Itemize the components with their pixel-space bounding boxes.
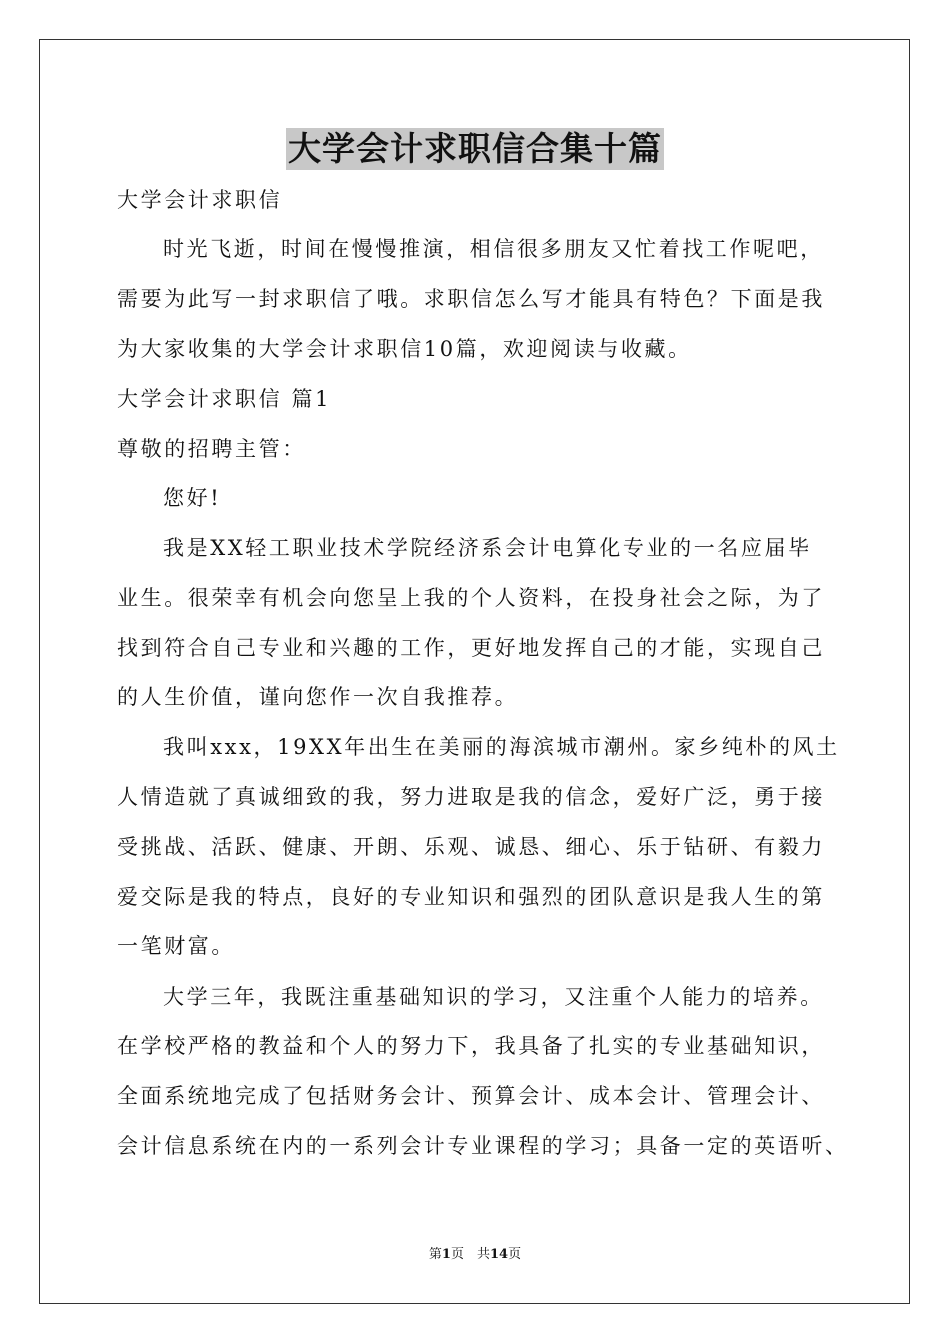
document-title: 大学会计求职信合集十篇 [288, 129, 662, 168]
paragraph-line: 一笔财富。 [117, 934, 235, 958]
title-wrap [0, 128, 950, 170]
page-border [39, 39, 910, 1304]
paragraph-line: 受挑战、活跃、健康、开朗、乐观、诚恳、细心、乐于钻研、有毅力 [117, 835, 825, 859]
paragraph-line: 会计信息系统在内的一系列会计专业课程的学习；具备一定的英语听、 [117, 1134, 849, 1158]
paragraph-line: 业生。很荣幸有机会向您呈上我的个人资料，在投身社会之际，为了 [117, 586, 825, 610]
page-current-number: 1 [441, 1247, 451, 1262]
paragraph-line: 的人生价值，谨向您作一次自我推荐。 [117, 685, 519, 709]
paragraph-line: 找到符合自己专业和兴趣的工作，更好地发挥自己的才能，实现自己 [117, 636, 825, 660]
salutation-line: 尊敬的招聘主管： [117, 437, 306, 461]
paragraph-line: 大学三年，我既注重基础知识的学习，又注重个人能力的培养。 [163, 985, 824, 1009]
subtitle-line: 大学会计求职信 [117, 188, 283, 212]
paragraph-line: 爱交际是我的特点，良好的专业知识和强烈的团队意识是我人生的第 [117, 885, 825, 909]
page-total-number: 14 [489, 1247, 509, 1262]
page-mid: 页 共 [450, 1247, 490, 1262]
page-prefix: 第 [428, 1247, 442, 1262]
page-footer [0, 1246, 950, 1264]
paragraph-line: 需要为此写一封求职信了哦。求职信怎么写才能具有特色？下面是我 [117, 287, 825, 311]
paragraph-line: 在学校严格的教益和个人的努力下，我具备了扎实的专业基础知识， [117, 1034, 825, 1058]
paragraph-line: 全面系统地完成了包括财务会计、预算会计、成本会计、管理会计、 [117, 1084, 825, 1108]
paragraph-line: 为大家收集的大学会计求职信10篇，欢迎阅读与收藏。 [117, 337, 692, 361]
greeting-line: 您好! [163, 486, 222, 510]
section-heading: 大学会计求职信 篇1 [117, 387, 332, 411]
paragraph-line: 我是XX轻工职业技术学院经济系会计电算化专业的一名应届毕 [163, 536, 812, 560]
paragraph-line: 人情造就了真诚细致的我，努力进取是我的信念，爱好广泛，勇于接 [117, 785, 825, 809]
paragraph-line: 时光飞逝，时间在慢慢推演，相信很多朋友又忙着找工作呢吧， [163, 237, 824, 261]
paragraph-line: 我叫xxx，19XX年出生在美丽的海滨城市潮州。家乡纯朴的风土 [163, 735, 840, 759]
page-suffix: 页 [508, 1247, 522, 1262]
